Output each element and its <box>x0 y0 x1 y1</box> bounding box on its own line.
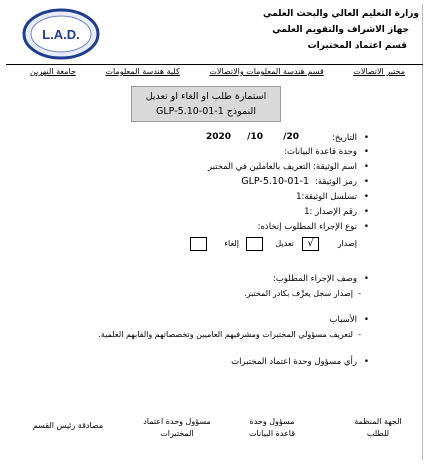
reasons-dash: - <box>358 330 361 339</box>
authority-name: جهاز الاشراف والتقويم العلمي <box>272 25 409 35</box>
date-month: 10/ <box>247 132 263 142</box>
institution-path <box>30 67 405 79</box>
form-title-box <box>131 86 281 122</box>
reasons-label: الأسباب • <box>330 315 358 325</box>
issue-no-field: رقم الإصدار :1 • <box>304 207 357 217</box>
modify-label: تعديل <box>275 239 294 248</box>
nav-lab: مختبر الاتصالات <box>353 67 405 76</box>
signature-requester: الجهة المنظمة للطلب <box>354 417 402 438</box>
date-day: 20/ <box>283 132 299 142</box>
doc-code-label: رمز الوثيقة: • <box>315 177 357 187</box>
form-title: استمارة طلب او الغاء او تعديل <box>145 91 267 102</box>
doc-seq-field: تسلسل الوثيقة:1 • <box>296 192 357 202</box>
description-label: وصف الإجراء المطلوب: • <box>273 274 357 284</box>
description-dash: - <box>358 289 361 298</box>
lad-logo-icon <box>22 8 100 60</box>
date-year: 2020 <box>205 132 231 142</box>
signature-db-unit: مسؤول وحدة قاعدة البيانات <box>248 417 296 438</box>
modify-checkbox[interactable] <box>246 237 263 251</box>
unit-field: وحدة قاعدة البيانات: • <box>284 147 357 157</box>
signature-accreditation-unit: مسؤول وحدة اعتماد المختبرات <box>143 417 211 438</box>
action-type-field: نوع الإجراء المطلوب إتخاذه: • <box>258 222 357 232</box>
doc-name-field: اسم الوثيقة: التعريف بالعاملين في المختبر • <box>208 162 357 172</box>
opinion-label: رأي مسؤول وحدة اعتماد المختبرات • <box>231 357 357 367</box>
department-name: قسم اعتماد المختبرات <box>307 41 407 51</box>
ministry-name: وزارة التعليم العالي والبحث العلمي <box>262 9 419 19</box>
issue-label: إصدار <box>337 239 357 248</box>
reasons-item: لتعريف مسؤولي المختبرات ومشرفيهم العاميين وتخصصاتهم والقابهم العلمية. <box>98 330 353 339</box>
nav-dept: قسم هندسة المعلومات والاتصالات <box>209 67 324 76</box>
logo-text: L.A.D. <box>42 27 80 42</box>
header-rule <box>6 64 423 65</box>
issue-checkbox[interactable]: √ <box>302 237 319 251</box>
signature-head: مصادقة رئيس القسم <box>32 421 104 430</box>
page-edge <box>422 4 423 460</box>
cancel-checkbox[interactable] <box>190 237 207 251</box>
nav-college: كلية هندسة المعلومات <box>105 67 180 76</box>
nav-university: جامعة النهرين <box>30 67 76 76</box>
date-label: التاريخ: • <box>332 133 357 143</box>
form-code: النموذج GLP-5.10-01-1 <box>156 106 256 117</box>
cancel-label: إلغاء <box>224 239 239 248</box>
description-item: إصدار سجل يعرِّف بكادر المختبر. <box>244 289 353 298</box>
doc-code-value: GLP-5.10-01-1 <box>241 176 309 187</box>
